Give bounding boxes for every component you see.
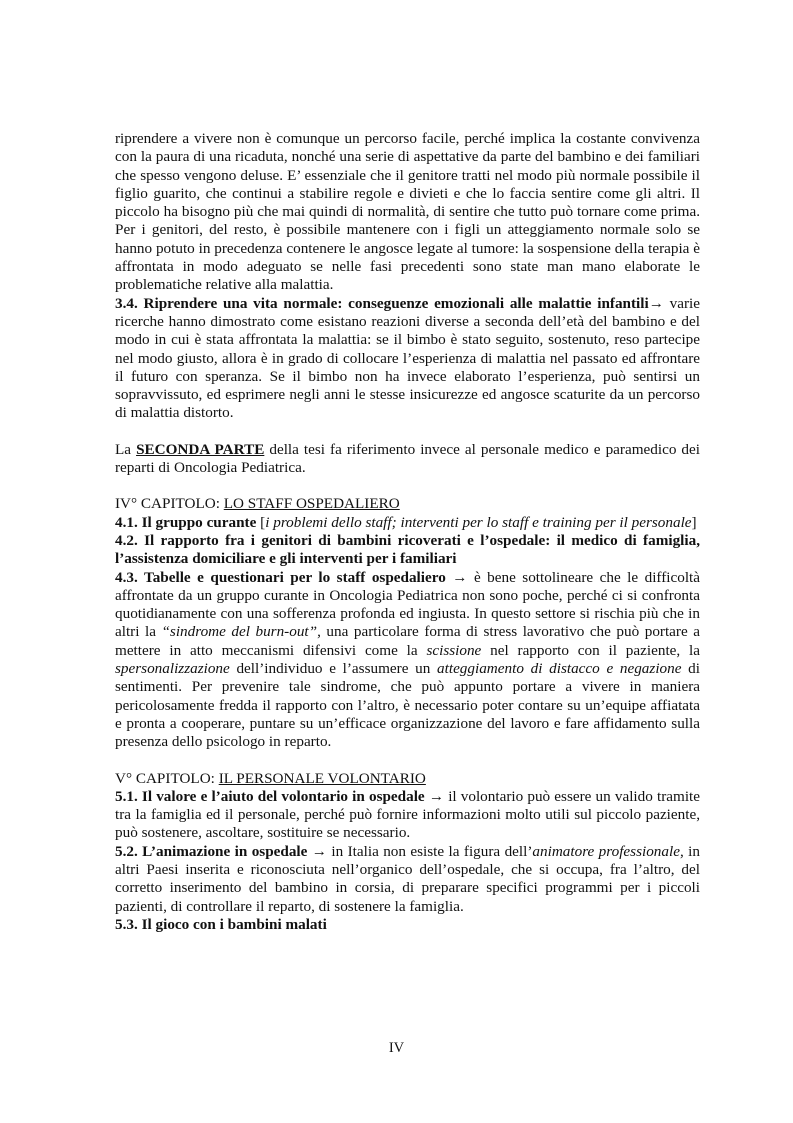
chapter-4-title: IV° CAPITOLO: LO STAFF OSPEDALIERO (115, 495, 400, 513)
section-5-3-heading: 5.3. Il gioco con i bambini malati (115, 915, 327, 933)
animatore-term: animatore professionale (532, 842, 680, 860)
spacer (115, 752, 700, 770)
section-5-2: 5.2. L’animazione in ospedale → in Italia non esiste la figura dell’animatore professionale, in altri Paesi inserita e riconosciuta nell’organico dell’ospedale, che si occupa, fra l’altro, del corretto inserimento del bambino in corsia, di preparare specifici programmi per i piccoli pazienti, di controllare il reparto, di sostenere la famiglia. (115, 842, 700, 915)
section-5-1: 5.1. Il valore e l’aiuto del volontario in ospedale → il volontario può essere un valido tramite tra la famiglia ed il personale, perché può fornire informazioni molto utili sul piccolo paziente, può sostenere, ascoltare, sostituire se necessario. (115, 787, 701, 842)
spacer (115, 477, 700, 495)
spersonalizzazione-term: spersonalizzazione (115, 660, 230, 678)
arrow-icon: → (648, 294, 664, 312)
arrow-icon: → (307, 842, 332, 860)
burnout-term: “sindrome del burn-out” (161, 623, 318, 641)
section-3-4 (115, 295, 700, 423)
arrow-icon: → (445, 568, 474, 586)
section-4-3-heading: 4.3. Tabelle e questionari per lo staff ospedaliero (115, 568, 446, 586)
part-two-intro: La SECONDA PARTE della tesi fa riferimento invece al personale medico e paramedico dei reparti di Oncologia Pediatrica. (115, 440, 700, 477)
section-3-4-text: varie ricerche hanno dimostrato come esistano reazioni diverse a seconda dell’età del bambino e del modo in cui è stata affrontata la malattia: se il bimbo è stato seguito, sostenuto, reso partecipe nel modo giusto, allora è in grado di collocare l’esperienza di malattia nel passato ed affrontare il futuro con speranza. Se il bimbo non ha invece elaborato l’esperienza, può sentirsi un sopravvissuto, ed esprimere negli anni le stesse insicurezze ed angosce scaturite da un percorso di malattia distorto. (115, 294, 701, 422)
section-4-1-heading: 4.1. Il gruppo curante (115, 513, 257, 531)
arrow-icon: → (424, 787, 449, 805)
chapter-5-name: IL PERSONALE VOLONTARIO (218, 769, 426, 787)
part-two-label: SECONDA PARTE (136, 440, 265, 458)
section-4-1: 4.1. Il gruppo curante [i problemi dello staff; interventi per lo staff e training per il personale] (115, 513, 697, 531)
section-4-1-topics: i problemi dello staff; interventi per lo staff e training per il personale (265, 513, 692, 531)
document-body (115, 130, 700, 934)
chapter-4-name: LO STAFF OSPEDALIERO (223, 495, 400, 513)
distacco-term: atteggiamento di distacco e negazione (437, 660, 682, 678)
section-5-1-heading: 5.1. Il valore e l’aiuto del volontario in ospedale (115, 787, 425, 805)
section-4-3: 4.3. Tabelle e questionari per lo staff ospedaliero → è bene sottolineare che le difficoltà affrontate da un gruppo curante in Oncologia Pediatrica non sono poche, perché ci si confronta quotidianamente con una sofferenza profonda ed ingiusta. In questo settore si rischia più che in altri la “sindrome del burn-out”, una particolare forma di stress lavorativo che può portare a mettere in atto meccanismi difensivi come la scissione nel rapporto con il paziente, la spersonalizzazione dell’individuo e l’assumere un atteggiamento di distacco e negazione di sentimenti. Per prevenire tale sindrome, che può appunto portare a vivere in maniera pericolosamente fredda il rapporto con l’altro, è necessario poter contare su un’equipe affiatata e pronta a cooperare, puntare su un’efficace organizzazione del lavoro e fare affidamento sulla presenza dello psicologo in reparto. (115, 568, 700, 751)
page-number: IV (388, 1040, 405, 1056)
section-5-2-heading: 5.2. L’animazione in ospedale (115, 842, 308, 860)
section-3-4-heading: 3.4. Riprendere una vita normale: conseguenze emozionali alle malattie infantili (115, 294, 649, 312)
spacer (115, 423, 700, 441)
section-4-2 (115, 532, 700, 569)
section-5-3 (115, 916, 700, 934)
scissione-term: scissione (426, 641, 482, 659)
paragraph-intro: riprendere a vivere non è comunque un percorso facile, perché implica la costante convivenza con la paura di una ricaduta, nonché una serie di aspettative da parte del bambino e dei familiari che spesso vengono deluse. E’ essenziale che il genitore tratti nel modo più normale possibile il figlio guarito, che continui a stabilire regole e divieti e che lo faccia sentire come gli altri. Il piccolo ha bisogno più che mai quindi di normalità, di sentire che tutto può tornare come prima. Per i genitori, del resto, è possibile mantenere con i figli un atteggiamento normale solo se hanno potuto in precedenza contenere le angosce legate al tumore: la sospensione della terapia è affrontata in modo adeguato se nelle fasi precedenti sono state man mano elaborate le problematiche relative alla malattia. (115, 130, 700, 294)
chapter-5-title: V° CAPITOLO: IL PERSONALE VOLONTARIO (115, 769, 426, 787)
section-4-2-heading: 4.2. Il rapporto fra i genitori di bambini ricoverati e l’ospedale: il medico di famiglia, l’assistenza domiciliare e gli interventi per i familiari (115, 531, 700, 568)
